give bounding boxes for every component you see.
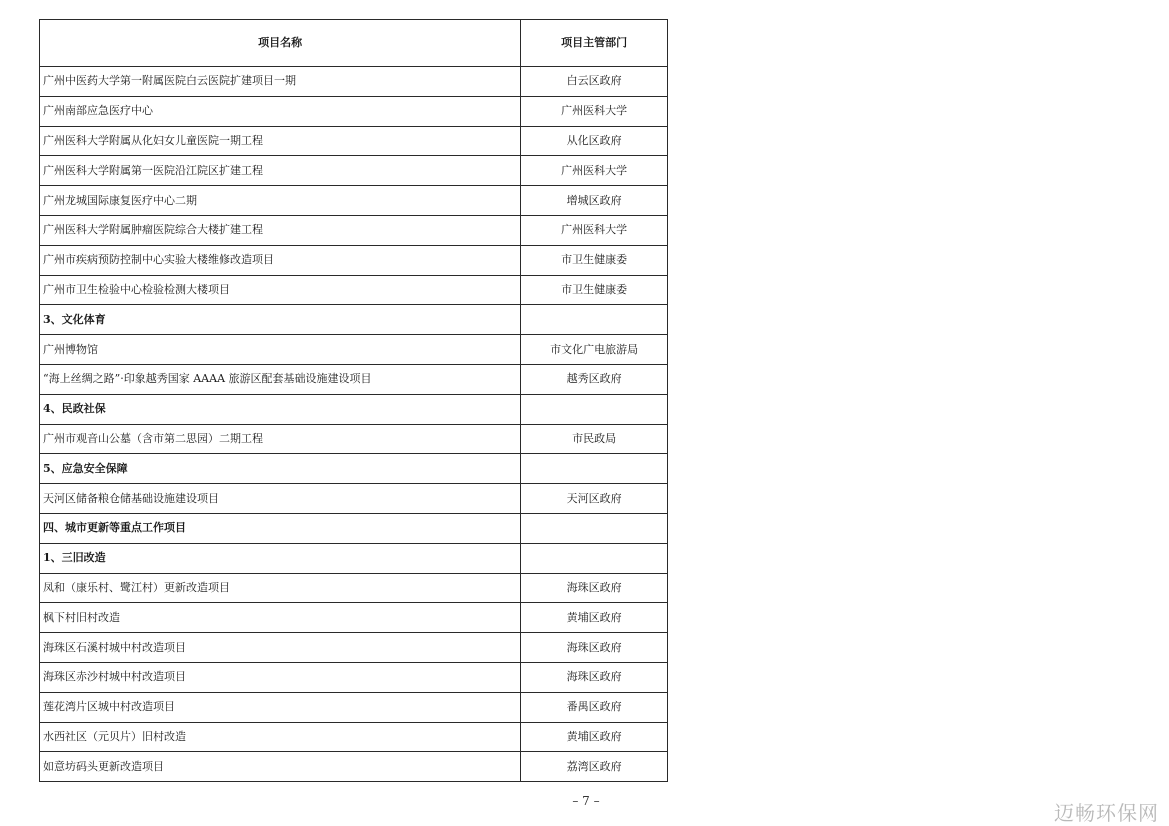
project-name-cell: 天河区储备粮仓储基础设施建设项目 xyxy=(40,484,521,514)
table-header-row xyxy=(40,20,668,67)
table-row xyxy=(40,96,668,126)
table-row xyxy=(40,245,668,275)
section-heading: 4、民政社保 xyxy=(40,394,521,424)
project-name-cell: 广州南部应急医疗中心 xyxy=(40,96,521,126)
project-name-cell: 如意坊码头更新改造项目 xyxy=(40,752,521,782)
department-cell xyxy=(521,454,668,484)
department-cell: 广州医科大学 xyxy=(521,215,668,245)
project-name-cell: 莲花湾片区城中村改造项目 xyxy=(40,692,521,722)
table-row xyxy=(40,692,668,722)
department-cell: 增城区政府 xyxy=(521,186,668,216)
table-row xyxy=(40,275,668,305)
department-cell: 番禺区政府 xyxy=(521,692,668,722)
department-cell: 黄埔区政府 xyxy=(521,603,668,633)
department-cell xyxy=(521,305,668,335)
section-row xyxy=(40,513,668,543)
table-row xyxy=(40,752,668,782)
section-heading: 5、应急安全保障 xyxy=(40,454,521,484)
department-cell xyxy=(521,394,668,424)
project-name-cell: “海上丝绸之路”·印象越秀国家 AAAA 旅游区配套基础设施建设项目 xyxy=(40,364,521,394)
table-body xyxy=(40,67,668,782)
table-row xyxy=(40,484,668,514)
table-row xyxy=(40,573,668,603)
project-table xyxy=(39,19,668,782)
department-cell: 荔湾区政府 xyxy=(521,752,668,782)
department-cell: 越秀区政府 xyxy=(521,364,668,394)
project-name-cell: 海珠区石溪村城中村改造项目 xyxy=(40,633,521,663)
project-name-cell: 枫下村旧村改造 xyxy=(40,603,521,633)
department-cell: 市卫生健康委 xyxy=(521,275,668,305)
department-cell xyxy=(521,513,668,543)
table-row xyxy=(40,156,668,186)
department-cell: 广州医科大学 xyxy=(521,156,668,186)
department-cell: 市民政局 xyxy=(521,424,668,454)
project-name-cell: 广州医科大学附属肿瘤医院综合大楼扩建工程 xyxy=(40,215,521,245)
department-cell: 市文化广电旅游局 xyxy=(521,335,668,365)
table-row xyxy=(40,186,668,216)
department-cell: 广州医科大学 xyxy=(521,96,668,126)
table-row xyxy=(40,633,668,663)
project-name-cell: 凤和（康乐村、鹭江村）更新改造项目 xyxy=(40,573,521,603)
project-name-cell: 广州中医药大学第一附属医院白云医院扩建项目一期 xyxy=(40,67,521,97)
table-row xyxy=(40,67,668,97)
page-number: – 7 – xyxy=(572,794,600,808)
project-name-cell: 广州医科大学附属第一医院沿江院区扩建工程 xyxy=(40,156,521,186)
department-cell: 白云区政府 xyxy=(521,67,668,97)
project-name-cell: 广州龙城国际康复医疗中心二期 xyxy=(40,186,521,216)
project-name-cell: 水西社区（元贝片）旧村改造 xyxy=(40,722,521,752)
header-project-name: 项目名称 xyxy=(40,20,521,67)
department-cell xyxy=(521,543,668,573)
table-row xyxy=(40,603,668,633)
department-cell: 黄埔区政府 xyxy=(521,722,668,752)
project-name-cell: 广州市观音山公墓（含市第二思园）二期工程 xyxy=(40,424,521,454)
department-cell: 海珠区政府 xyxy=(521,662,668,692)
table-row xyxy=(40,662,668,692)
section-heading: 3、文化体育 xyxy=(40,305,521,335)
project-name-cell: 广州市卫生检验中心检验检测大楼项目 xyxy=(40,275,521,305)
section-heading: 四、城市更新等重点工作项目 xyxy=(40,513,521,543)
table-row xyxy=(40,215,668,245)
table-row xyxy=(40,364,668,394)
table-row xyxy=(40,424,668,454)
department-cell: 海珠区政府 xyxy=(521,633,668,663)
section-row xyxy=(40,305,668,335)
department-cell: 从化区政府 xyxy=(521,126,668,156)
project-name-cell: 海珠区赤沙村城中村改造项目 xyxy=(40,662,521,692)
department-cell: 市卫生健康委 xyxy=(521,245,668,275)
project-name-cell: 广州医科大学附属从化妇女儿童医院一期工程 xyxy=(40,126,521,156)
department-cell: 海珠区政府 xyxy=(521,573,668,603)
table-row xyxy=(40,722,668,752)
project-name-cell: 广州市疾病预防控制中心实验大楼维修改造项目 xyxy=(40,245,521,275)
project-name-cell: 广州博物馆 xyxy=(40,335,521,365)
section-heading: 1、三旧改造 xyxy=(40,543,521,573)
table-row xyxy=(40,126,668,156)
watermark: 迈畅环保网 xyxy=(1054,801,1159,825)
section-row xyxy=(40,394,668,424)
department-cell: 天河区政府 xyxy=(521,484,668,514)
section-row xyxy=(40,454,668,484)
header-managing-department: 项目主管部门 xyxy=(521,20,668,67)
section-row xyxy=(40,543,668,573)
table-row xyxy=(40,335,668,365)
